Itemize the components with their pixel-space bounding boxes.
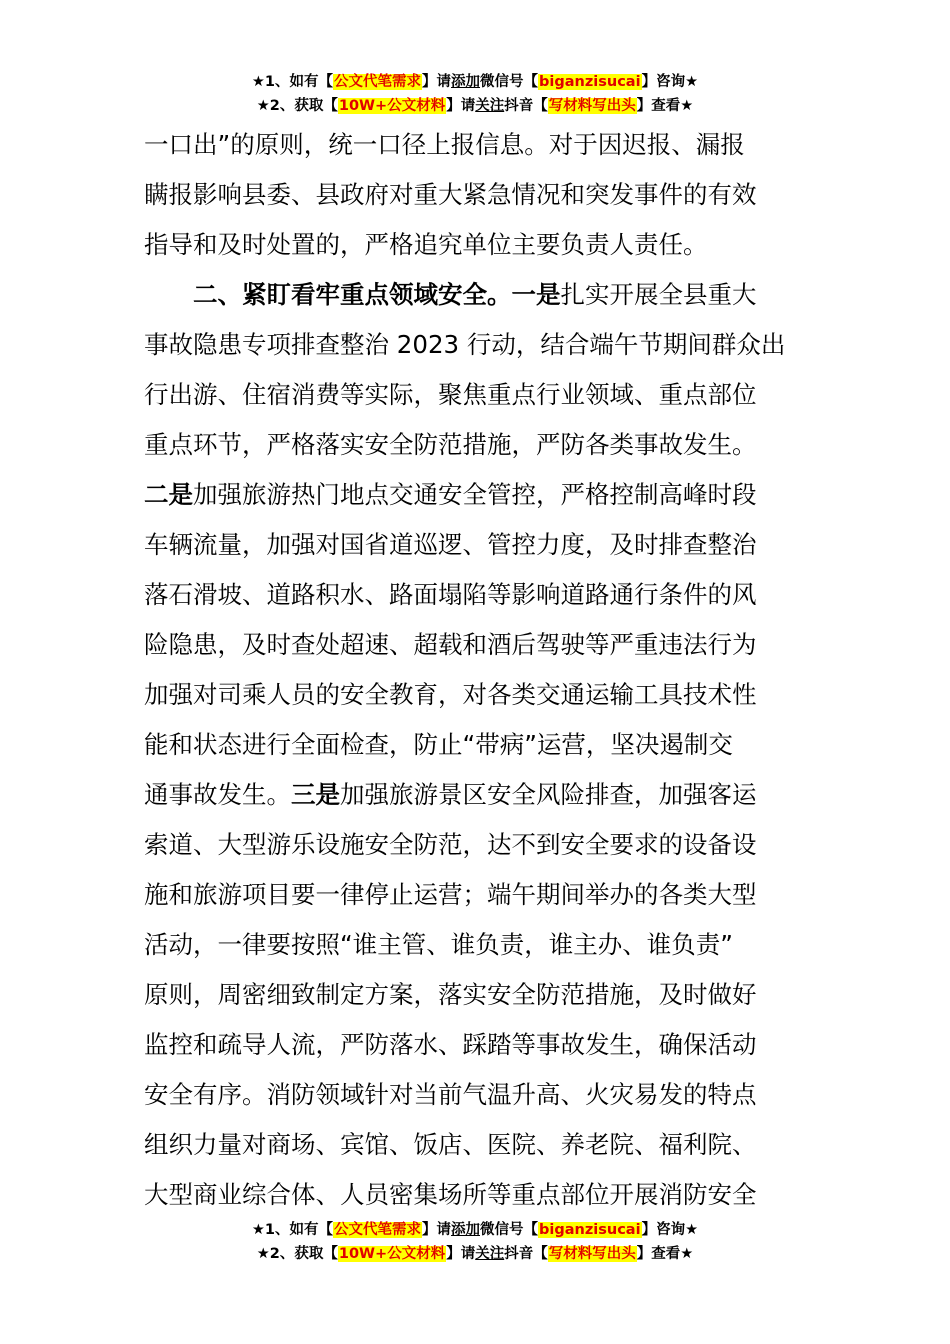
body-line: 车辆流量，加强对国省道巡逻、管控力度，及时排查整治 [144,530,757,559]
footer-underline-follow: 关注 [475,1246,505,1262]
header-line-1-suffix: 】咨询★ [641,74,699,90]
body-line: 原则，周密细致制定方案，落实安全防范措施，及时做好 [144,980,757,1009]
point-marker-2: 二是 [144,480,193,509]
body-line: 监控和疏导人流，严防落水、踩踏等事故发生，确保活动 [144,1030,757,1059]
footer-line-2 [0,1242,950,1266]
header-line-2 [0,94,950,118]
body-line: 施和旅游项目要一律停止运营；端午期间举办的各类大型 [144,880,757,909]
body-line: 事故隐患专项排查整治 2023 行动，结合端午节期间群众出 [144,330,786,359]
body-line: 能和状态进行全面检查，防止“带病”运营，坚决遏制交 [144,730,733,759]
section-heading-line [144,272,808,322]
header-line-2-suffix: 】查看★ [636,98,694,114]
header-highlight-materials: 10W+公文材料 [338,98,446,114]
footer-line-1-suffix: 】咨询★ [641,1222,699,1238]
body-line-text: 加强旅游热门地点交通安全管控，严格控制高峰时段 [193,480,757,509]
body-line: 落石滑坡、道路积水、路面塌陷等影响道路通行条件的风 [144,580,757,609]
body-line-text: 加强旅游景区安全风险排查，加强客运 [340,780,757,809]
point-marker-3: 三是 [291,780,340,809]
header-highlight-wechat-id: biganzisucai [539,74,641,90]
body-line: 重点环节，严格落实安全防范措施，严防各类事故发生。 [144,430,757,459]
footer-line-1-text-2: 微信号【 [480,1222,539,1238]
body-line [144,772,808,822]
body-line: 索道、大型游乐设施安全防范，达不到安全要求的设备设 [144,830,757,859]
header-highlight-service: 公文代笔需求 [334,74,422,90]
header-line-1 [0,70,950,94]
body-line: 大型商业综合体、人员密集场所等重点部位开展消防安全 [144,1180,757,1209]
header-underline-follow: 关注 [475,98,505,114]
body-line: 活动，一律要按照“谁主管、谁负责，谁主办、谁负责” [144,930,733,959]
header-banner [0,70,950,118]
body-line: 险隐患，及时查处超速、超载和酒后驾驶等严重违法行为 [144,630,757,659]
point-marker-1: 一是 [511,280,561,309]
footer-highlight-materials: 10W+公文材料 [338,1246,446,1262]
body-line: 瞒报影响县委、县政府对重大紧急情况和突发事件的有效 [144,180,757,209]
header-line-1-prefix: ★1、如有【 [251,74,334,90]
footer-underline-add: 添加 [451,1222,481,1238]
section-heading: 二、紧盯看牢重点领域安全。 [193,280,512,309]
footer-line-2-prefix: ★2、获取【 [256,1246,338,1262]
body-text [144,122,808,1222]
body-line: 一口出”的原则，统一口径上报信息。对于因迟报、漏报 [144,130,745,159]
header-line-2-prefix: ★2、获取【 [256,98,338,114]
body-line-text: 扎实开展全县重大 [560,280,757,309]
footer-line-2-text-2: 抖音【 [504,1246,548,1262]
header-highlight-account: 写材料写出头 [548,98,636,114]
body-line: 安全有序。消防领域针对当前气温升高、火灾易发的特点 [144,1080,757,1109]
footer-highlight-account: 写材料写出头 [548,1246,636,1262]
body-line: 指导和及时处置的，严格追究单位主要负责人责任。 [144,230,708,259]
header-line-2-text: 】请 [446,98,476,114]
footer-highlight-service: 公文代笔需求 [334,1222,422,1238]
footer-line-2-suffix: 】查看★ [636,1246,694,1262]
body-line: 行出游、住宿消费等实际，聚焦重点行业领域、重点部位 [144,380,757,409]
body-line-text: 通事故发生。 [144,780,291,809]
header-line-1-text-2: 微信号【 [480,74,539,90]
footer-line-1 [0,1218,950,1242]
header-line-1-text: 】请 [422,74,452,90]
body-line: 加强对司乘人员的安全教育，对各类交通运输工具技术性 [144,680,757,709]
body-line: 组织力量对商场、宾馆、饭店、医院、养老院、福利院、 [144,1130,757,1159]
footer-line-2-text: 】请 [446,1246,476,1262]
footer-banner [0,1218,950,1266]
footer-line-1-text: 】请 [422,1222,452,1238]
body-line [144,472,808,522]
footer-line-1-prefix: ★1、如有【 [251,1222,334,1238]
header-underline-add: 添加 [451,74,481,90]
footer-highlight-wechat-id: biganzisucai [539,1222,641,1238]
header-line-2-text-2: 抖音【 [504,98,548,114]
